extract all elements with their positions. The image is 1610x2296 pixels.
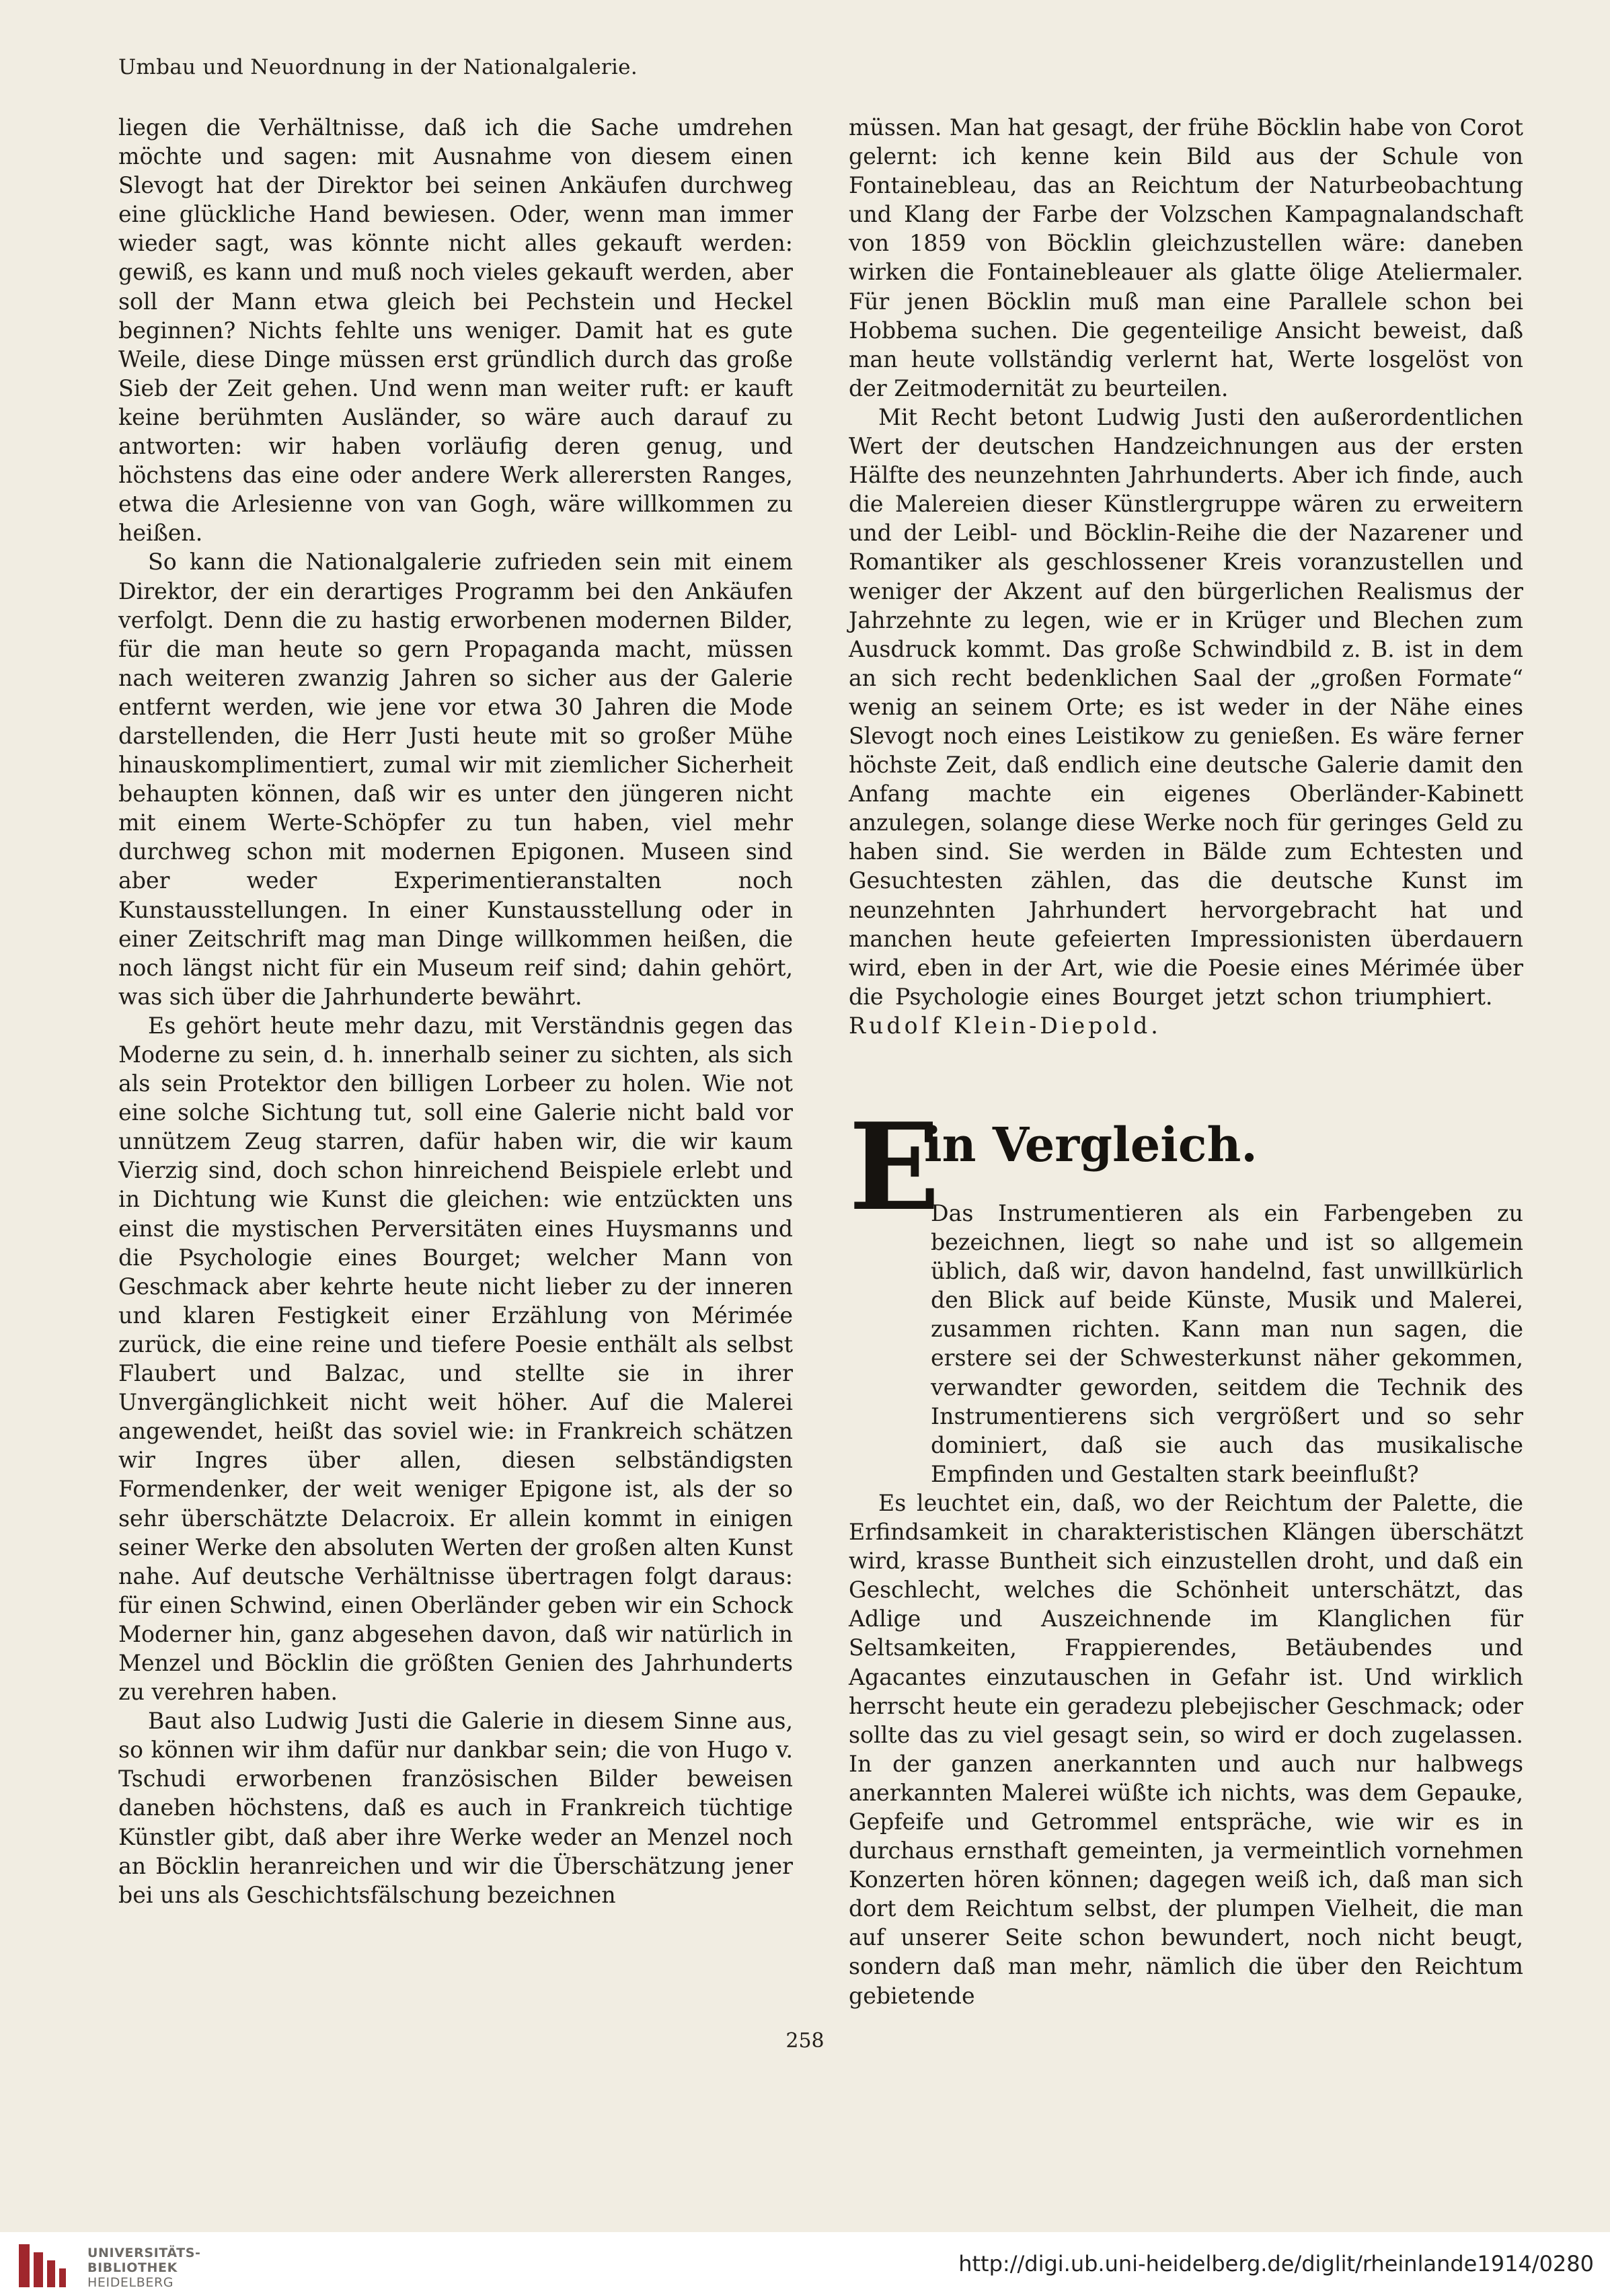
paragraph: Es leuchtet ein, daß, wo der Reichtum der Palette, die Erfindsamkeit in charakteristischen Klängen überschätzt wird, krasse Buntheit sich einzustellen droht, und daß ein Geschlecht, welches die Schönheit unterschätzt, das Adlige und Auszeichnende im Klanglichen für Seltsamkeiten, Frappierendes, Betäubendes und Agacantes einzutauschen in Gefahr ist. Und wirklich herrscht heute ein geradezu plebejischer Geschmack; oder sollte das zu viel gesagt sein, so wird er doch zugelassen. In der ganzen anerkannten und auch nur halbwegs anerkannten Malerei wüßte ich nichts, was dem Gepauke, Gepfeife und Getrommel entspräche, wie wir es in durchaus ernsthaft gemeinten, ja vermeintlich vornehmen Konzerten hören können; dagegen weiß ich, daß man sich dort dem Reichtum selbst, der plumpen Vielheit, die man auf unserer Seite schon bewundert, noch nicht beugt, sondern daß man mehr, nämlich die über den Reichtum gebietende [849, 1489, 1523, 2009]
author-signature: Rudolf Klein-Diepold. [849, 1012, 1161, 1039]
footer-bar [0, 2232, 1610, 2296]
article-title: in Vergleich. [924, 1117, 1258, 1173]
paragraph [849, 403, 1523, 1040]
paragraph: Baut also Ludwig Justi die Galerie in diesem Sinne aus, so können wir ihm dafür nur dankbar sein; die von Hugo v. Tschudi erworbenen französischen Bilder beweisen daneben höchstens, daß es auch in Frankreich tüchtige Künstler gibt, daß aber ihre Werke weder an Menzel noch an Böcklin heranreichen und wir die Überschätzung jener bei uns als Geschichtsfälschung bezeichnen [118, 1708, 793, 1908]
paragraph-text: Mit Recht betont Ludwig Justi den außerordentlichen Wert der deutschen Handzeichnungen aus der ersten Hälfte des neunzehnten Jahrhunderts. Aber ich finde, auch die Malereien dieser Künstlergruppe wären zu erweitern und der Leibl- und Böcklin-Reihe die der Nazarener und Romantiker als geschlossener Kreis voranzustellen und weniger der Akzent auf den bürgerlichen Realismus der Jahrzehnte zu legen, wie er in Krüger und Blechen zum Ausdruck kommt. Das große Schwindbild z. B. ist in dem an sich recht bedenklichen Saal der „großen Formate“ wenig an seinem Orte; es ist weder in der Nähe eines Slevogt noch eines Leistikow zu genießen. Es wäre ferner höchste Zeit, daß endlich eine deutsche Galerie damit den Anfang machte ein eigenes Oberländer-Kabinett anzulegen, solange diese Werke noch für geringes Geld zu haben sind. Sie werden in Bälde zum Echtesten und Gesuchtesten zählen, das die deutsche Kunst im neunzehnten Jahrhundert hervorgebracht hat und manchen heute gefeierten Impressionisten überdauern wird, eben in der Art, wie die Poesie eines Mérimée über die Psychologie eines Bourget jetzt schon triumphiert. [849, 403, 1523, 1010]
right-column [849, 113, 1523, 2010]
library-name-line: BIBLIOTHEK [87, 2260, 178, 2275]
running-head: Umbau und Neuordnung in der Nationalgalerie. [118, 55, 638, 79]
drop-initial: E [849, 1097, 940, 1237]
paragraph: müssen. Man hat gesagt, der frühe Böcklin habe von Corot gelernt: ich kenne kein Bild aus der Schule von Fontainebleau, das an Reichtum der Naturbeobachtung und Klang der Farbe der Volzschen Kampagnalandschaft von 1859 von Böcklin gleichzustellen wäre: daneben wirken die Fontainebleauer als glatte ölige Ateliermaler. Für jenen Böcklin muß man eine Parallele schon bei Hobbema suchen. Die gegenteilige Ansicht beweist, daß man heute vollständig verlernt hat, Werte losgelöst von der Zeitmodernität zu beurteilen. [849, 114, 1523, 401]
library-name-line: UNIVERSITÄTS- [87, 2246, 201, 2260]
library-name [87, 2246, 201, 2290]
university-logo-icon [15, 2238, 71, 2294]
paragraph: Es gehört heute mehr dazu, mit Verständnis gegen das Moderne zu sein, d. h. innerhalb seiner zu sichten, als sich als sein Protektor den billigen Lorbeer zu holen. Wie not eine solche Sichtung tut, soll eine Galerie nicht bald vor unnützem Zeug starren, dafür haben wir, die wir kaum Vierzig sind, doch schon hinreichend Beispiele erlebt und in Dichtung wie Kunst die gleichen: wie entzückten uns einst die mystischen Perversitäten eines Huysmanns und die Psychologie eines Bourget; welcher Mann von Geschmack aber kehrte heute nicht lieber zu der inneren und klaren Festigkeit einer Erzählung von Mérimée zurück, die eine reine und tiefere Poesie enthält als selbst Flaubert und Balzac, und stellte sie in ihrer Unvergänglichkeit nicht weit höher. Auf die Malerei angewendet, heißt das soviel wie: in Frankreich schätzen wir Ingres über allen, diesen selbständigsten Formendenker, der weit weniger Epigone ist, als der so sehr überschätzte Delacroix. Er allein kommt in einigen seiner Werke den absoluten Werten der großen alten Kunst nahe. Auf deutsche Verhältnisse übertragen folgt daraus: für einen Schwind, einen Oberländer geben wir ein Schock Moderner hin, ganz abgesehen davon, daß wir natürlich in Menzel und Böcklin die größten Genien des Jahrhunderts zu verehren haben. [118, 1012, 793, 1706]
library-name-line: HEIDELBERG [87, 2275, 174, 2290]
left-column [118, 113, 793, 1909]
paragraph: So kann die Nationalgalerie zufrieden sein mit einem Direktor, der ein derartiges Programm bei den Ankäufen verfolgt. Denn die zu hastig erworbenen modernen Bilder, für die man heute so gern Propaganda macht, müssen nach weiteren zwanzig Jahren so sicher aus der Galerie entfernt werden, wie jene vor etwa 30 Jahren die Mode darstellenden, die Herr Justi heute mit so großer Mühe hinauskomplimentiert, zumal wir mit ziemlicher Sicherheit behaupten können, daß wir es unter den jüngeren nicht mit einem Werte-Schöpfer zu tun haben, viel mehr durchweg schon mit modernen Epigonen. Museen sind aber weder Experimentieranstalten noch Kunstausstellungen. In einer Kunstausstellung oder in einer Zeitschrift mag man Dinge willkommen heißen, die noch längst nicht für ein Museum reif sind; dahin gehört, was sich über die Jahrhunderte bewährt. [118, 549, 793, 1010]
article-heading [849, 1097, 1523, 1237]
source-url-link[interactable]: http://digi.ub.uni-heidelberg.de/diglit/rheinlande1914/0280 [958, 2251, 1594, 2277]
paragraph: Das Instrumentieren als ein Farbengeben zu bezeichnen, liegt so nahe und ist so allgemein üblich, daß wir, davon handelnd, fast unwillkürlich den Blick auf beide Künste, Musik und Malerei, zusammen richten. Kann man nun sagen, die erstere sei der Schwesterkunst näher gekommen, verwandter geworden, seitdem die Technik des Instrumentierens sich vergrößert und so sehr dominiert, daß sie auch das musikalische Empfinden und Gestalten stark beeinflußt? [931, 1200, 1523, 1487]
page-number: 258 [785, 2029, 825, 2053]
paragraph: liegen die Verhältnisse, daß ich die Sache umdrehen möchte und sagen: mit Ausnahme von diesem einen Slevogt hat der Direktor bei seinen Ankäufen durchweg eine glückliche Hand bewiesen. Oder, wenn man immer wieder sagt, was könnte nicht alles gekauft werden: gewiß, es kann und muß noch vieles gekauft werden, aber soll der Mann etwa gleich bei Pechstein und Heckel beginnen? Nichts fehlte uns weniger. Damit hat es gute Weile, diese Dinge müssen erst gründlich durch das große Sieb der Zeit gehen. Und wenn man weiter ruft: er kauft keine berühmten Ausländer, so wäre auch darauf zu antworten: wir haben vorläufig deren genug, und höchstens das eine oder andere Werk allerersten Ranges, etwa die Arlesienne von van Gogh, wäre willkommen zu heißen. [118, 114, 793, 547]
